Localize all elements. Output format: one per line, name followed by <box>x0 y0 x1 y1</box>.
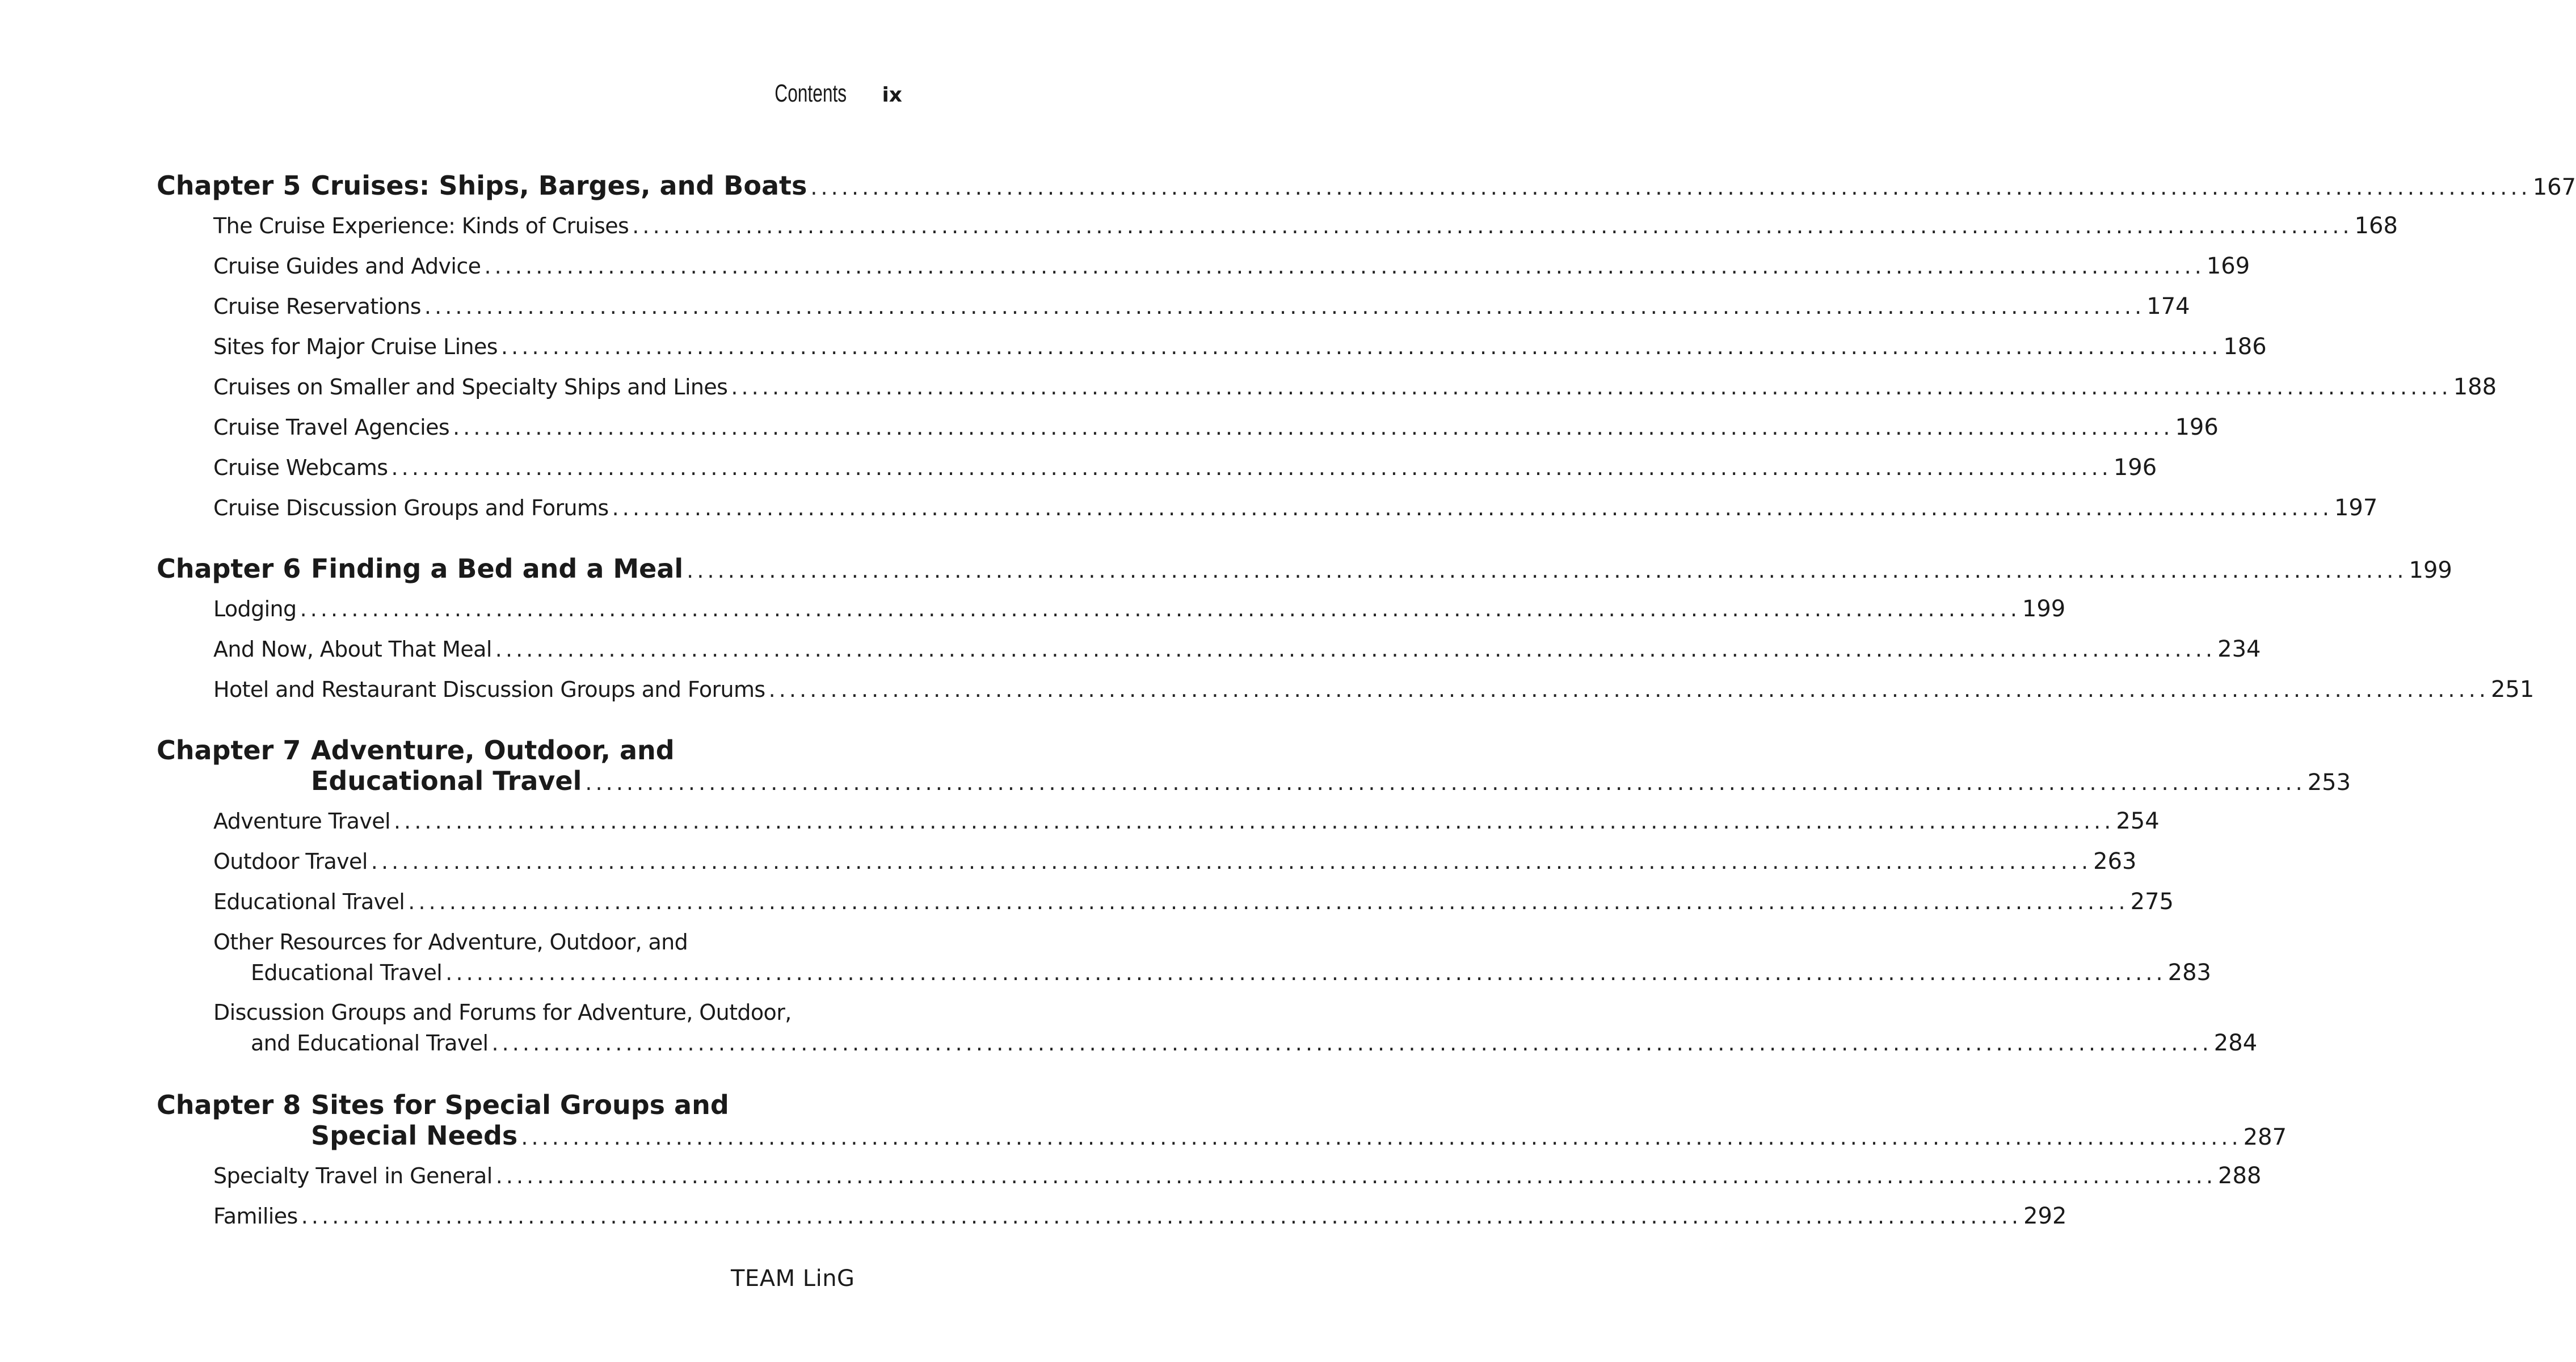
toc-entry[interactable] <box>213 882 2174 922</box>
chapter-page-number: 287 <box>2243 1124 2287 1150</box>
entry-page-number: 251 <box>2490 676 2535 703</box>
chapter-label: Chapter 6 <box>157 553 301 584</box>
entry-title: Families <box>213 1204 298 1229</box>
entry-page-number: 196 <box>2113 455 2157 481</box>
entry-list <box>157 1156 2262 1237</box>
toc-entry[interactable] <box>213 801 2160 842</box>
entry-list <box>157 801 2258 1063</box>
entry-page-number: 197 <box>2334 495 2378 521</box>
dot-leader <box>495 629 2211 670</box>
chapter-label: Chapter 8 <box>157 1090 301 1120</box>
toc-entry[interactable] <box>213 842 2137 882</box>
entry-page-number: 188 <box>2453 374 2497 400</box>
entry-title: The Cruise Experience: Kinds of Cruises <box>213 213 629 238</box>
entry-title: Hotel and Restaurant Discussion Groups and Forums <box>213 677 765 702</box>
chapter-title-line: Adventure, Outdoor, and <box>311 735 675 766</box>
entry-title: Lodging <box>213 596 297 621</box>
entry-title: Educational Travel <box>213 889 405 914</box>
entry-page-number: 263 <box>2093 848 2137 875</box>
dot-leader <box>408 882 2123 922</box>
chapter-title: Cruises: Ships, Barges, and Boats <box>311 170 807 201</box>
toc-entry[interactable] <box>213 670 2535 710</box>
chapter-title-line: Educational Travel <box>311 766 582 796</box>
watermark-text: TEAM LinG <box>731 1266 855 1292</box>
dot-leader <box>501 327 2216 367</box>
running-head-title: Contents <box>775 79 847 107</box>
chapter-heading[interactable] <box>157 553 2452 586</box>
entry-title: Adventure Travel <box>213 809 390 834</box>
entry-title: Cruises on Smaller and Specialty Ships and Lines <box>213 375 728 400</box>
chapter-heading[interactable] <box>157 170 2576 203</box>
entry-title: Cruise Guides and Advice <box>213 254 481 279</box>
toc-entry[interactable] <box>213 1156 2262 1196</box>
entry-title: Cruise Reservations <box>213 294 421 319</box>
entry-page-number: 196 <box>2175 414 2219 440</box>
chapter-title-line: Special Needs <box>311 1120 518 1151</box>
chapter-7 <box>157 735 2351 1063</box>
toc-entry[interactable] <box>213 488 2378 528</box>
chapter-6 <box>157 553 2535 710</box>
entry-title: Cruise Webcams <box>213 455 388 480</box>
entry-title: Cruise Discussion Groups and Forums <box>213 495 609 520</box>
entry-page-number: 292 <box>2023 1203 2067 1229</box>
entry-title: Cruise Travel Agencies <box>213 415 450 440</box>
entry-page-number: 288 <box>2218 1163 2262 1189</box>
entry-page-number: 283 <box>2167 960 2211 986</box>
entry-page-number: 254 <box>2116 808 2160 834</box>
entry-title: Sites for Major Cruise Lines <box>213 334 498 359</box>
chapter-heading[interactable] <box>157 1090 2287 1153</box>
dot-leader <box>371 842 2086 882</box>
dot-leader <box>496 1156 2211 1196</box>
chapter-title-line: Sites for Special Groups and <box>311 1090 729 1120</box>
toc-entry[interactable] <box>213 629 2261 670</box>
dot-leader <box>491 1028 2207 1058</box>
toc-entry[interactable] <box>213 367 2497 407</box>
chapter-page-number: 199 <box>2409 557 2452 583</box>
chapter-5 <box>157 170 2576 528</box>
dot-leader <box>392 448 2107 488</box>
chapter-8 <box>157 1090 2287 1237</box>
entry-page-number: 169 <box>2206 253 2250 279</box>
dot-leader <box>632 206 2347 246</box>
running-head <box>747 79 902 108</box>
dot-leader <box>445 957 2161 988</box>
entry-title: And Now, About That Meal <box>213 637 492 662</box>
dot-leader <box>810 172 2526 203</box>
running-head-page-number: ix <box>882 83 902 107</box>
toc-entry[interactable] <box>213 287 2190 327</box>
entry-list <box>157 589 2535 710</box>
dot-leader <box>687 555 2402 586</box>
entry-page-number: 168 <box>2354 213 2398 239</box>
dot-leader <box>301 1196 2017 1237</box>
dot-leader <box>424 287 2140 327</box>
toc-entry[interactable] <box>213 407 2219 448</box>
dot-leader <box>585 767 2300 798</box>
dot-leader <box>731 367 2446 407</box>
entry-page-number: 275 <box>2130 889 2174 915</box>
toc-entry[interactable] <box>213 589 2066 629</box>
toc-entry[interactable] <box>213 327 2267 367</box>
entry-title-line: Educational Travel <box>251 960 443 985</box>
chapter-page-number: 167 <box>2532 174 2576 200</box>
dot-leader <box>521 1122 2236 1153</box>
chapter-heading[interactable] <box>157 735 2351 798</box>
chapter-label: Chapter 7 <box>157 735 301 766</box>
toc-entry[interactable] <box>213 1196 2067 1237</box>
entry-page-number: 174 <box>2146 293 2190 320</box>
toc-entry[interactable] <box>213 206 2398 246</box>
toc-entry[interactable] <box>213 448 2157 488</box>
entry-title: Specialty Travel in General <box>213 1163 493 1188</box>
toc-entry[interactable] <box>213 246 2250 287</box>
chapter-page-number: 253 <box>2307 770 2351 796</box>
entry-page-number: 186 <box>2223 334 2267 360</box>
dot-leader <box>453 407 2168 448</box>
entry-title-line: Discussion Groups and Forums for Adventure, Outdoor, <box>213 1000 792 1025</box>
entry-title: Outdoor Travel <box>213 849 368 874</box>
dot-leader <box>394 801 2109 842</box>
dot-leader <box>484 246 2199 287</box>
toc-entry[interactable] <box>213 993 2258 1063</box>
chapter-title: Finding a Bed and a Meal <box>311 553 684 584</box>
dot-leader <box>612 488 2327 528</box>
entry-list <box>157 206 2497 528</box>
dot-leader <box>769 670 2484 710</box>
entry-title-line: Other Resources for Adventure, Outdoor, and <box>213 930 688 955</box>
dot-leader <box>300 589 2015 629</box>
entry-page-number: 234 <box>2217 636 2261 662</box>
entry-title-line: and Educational Travel <box>251 1031 489 1056</box>
toc-entry[interactable] <box>213 922 2211 993</box>
chapter-label: Chapter 5 <box>157 170 301 201</box>
entry-page-number: 199 <box>2022 596 2066 622</box>
entry-page-number: 284 <box>2213 1030 2258 1056</box>
